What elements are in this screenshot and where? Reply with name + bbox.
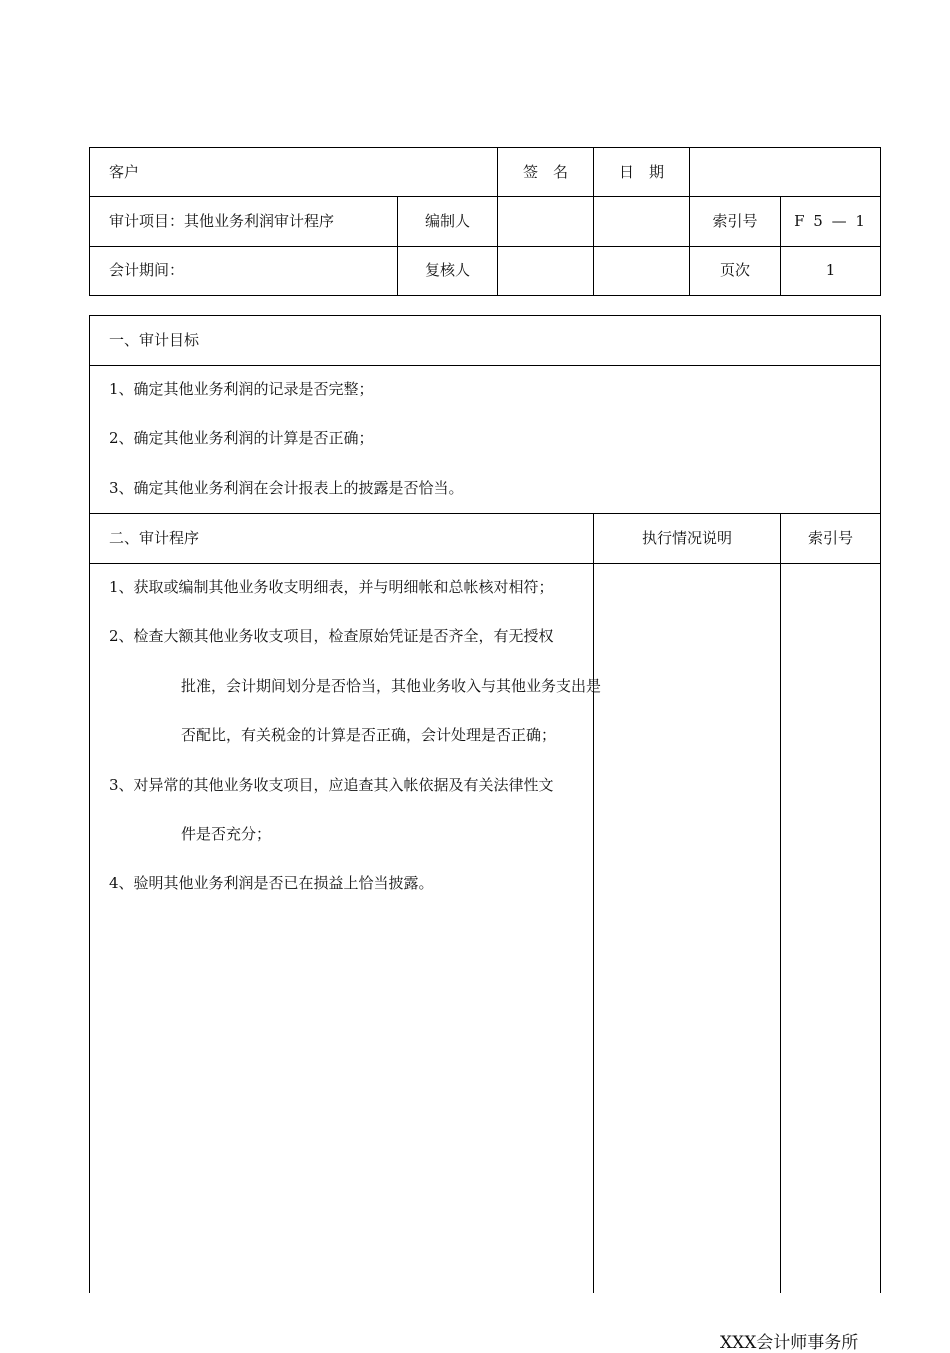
rule [89, 513, 881, 514]
index-value: F 5 — 1 [794, 212, 867, 230]
procedure-line: 批准，会计期间划分是否恰当，其他业务收入与其他业务支出是 [181, 677, 602, 695]
rule [89, 246, 881, 247]
procedure-line: 否配比，有关税金的计算是否正确，会计处理是否正确； [181, 726, 557, 744]
objective-item: 2、确定其他业务利润的计算是否正确； [109, 429, 374, 447]
reviewer-label: 复核人 [424, 261, 470, 279]
index-label: 索引号 [712, 212, 758, 230]
page-label: 页次 [719, 261, 750, 279]
objectives-title: 一、审计目标 [109, 331, 200, 349]
rule [89, 365, 881, 366]
sign-label: 签 名 [522, 163, 568, 181]
page-value: 1 [825, 261, 836, 279]
rule [593, 513, 594, 1293]
rule [89, 315, 881, 316]
rule [880, 147, 881, 296]
procedures-title: 二、审计程序 [109, 529, 200, 547]
rule [89, 196, 881, 197]
procedure-line: 2、检查大额其他业务收支项目，检查原始凭证是否齐全，有无授权 [109, 627, 554, 645]
procedure-line: 1、获取或编制其他业务收支明细表，并与明细帐和总帐核对相符； [109, 578, 554, 596]
objective-item: 1、确定其他业务利润的记录是否完整； [109, 380, 374, 398]
rule [780, 513, 781, 1293]
client-label: 客户 [109, 163, 140, 181]
execution-column-header: 执行情况说明 [641, 529, 732, 547]
index-column-header: 索引号 [807, 529, 853, 547]
rule [89, 147, 881, 148]
preparer-label: 编制人 [424, 212, 470, 230]
objective-item: 3、确定其他业务利润在会计报表上的披露是否恰当。 [109, 479, 464, 497]
rule [89, 315, 90, 1293]
firm-footer: XXX会计师事务所 [720, 1333, 859, 1353]
procedure-line: 4、验明其他业务利润是否已在损益上恰当披露。 [109, 874, 434, 892]
rule [89, 563, 881, 564]
period-label: 会计期间： [109, 261, 185, 279]
rule [89, 147, 90, 296]
rule [880, 315, 881, 1293]
date-label: 日 期 [618, 163, 664, 181]
audit-item-label: 审计项目：其他业务利润审计程序 [109, 212, 335, 230]
procedure-line: 件是否充分； [181, 825, 272, 843]
procedure-line: 3、对异常的其他业务收支项目，应追查其入帐依据及有关法律性文 [109, 776, 554, 794]
rule [89, 295, 881, 296]
